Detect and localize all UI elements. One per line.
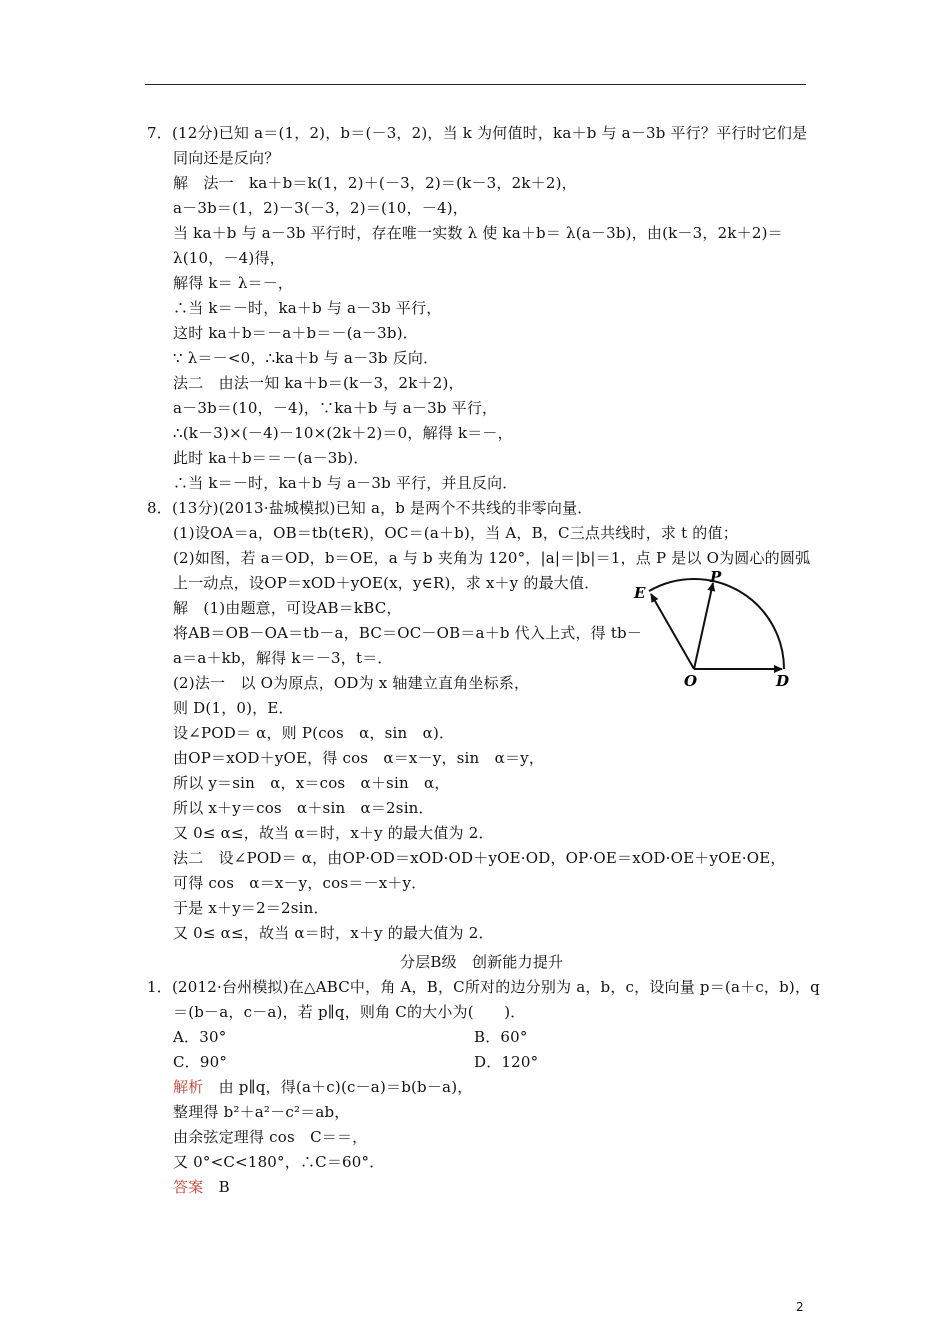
problem-b1-line: 1．(2012·台州模拟)在△ABC中，角 A，B，C所对的边分别为 a，b，c，设向量 p＝(a＋c，b)，q — [147, 978, 820, 996]
analysis-line: 整理得 b²＋a²－c²＝ab， — [173, 1103, 350, 1121]
problem-7-line: ∴(k－3)×(－4)－10×(2k＋2)＝0，解得 k＝－， — [173, 424, 513, 442]
label-o: O — [684, 672, 698, 690]
problem-b1-line: ＝(b－a，c－a)，若 p∥q，则角 C的大小为( )． — [173, 1003, 526, 1021]
problem-8-line: 又 0≤ α≤，故当 α＝时，x＋y 的最大值为 2． — [173, 924, 494, 942]
problem-7-line: ∴当 k＝－时，ka＋b 与 a－3b 平行， — [173, 299, 442, 317]
vector-oe — [651, 594, 694, 669]
problem-8-line: 设∠POD＝ α，则 P(cos α，sin α)． — [173, 724, 455, 742]
analysis-text: 由 p∥q，得(a＋c)(c－a)＝b(b－a)， — [203, 1078, 473, 1096]
problem-8-line: (1)设OA＝a，OB＝tb(t∈R)，OC＝(a＋b)，当 A，B，C三点共线时，求 t 的值； — [173, 524, 738, 542]
answer-value: B — [203, 1178, 230, 1196]
problem-8-line: 则 D(1，0)，E． — [173, 699, 294, 717]
problem-8-line: 法二 设∠POD＝ α，由OP·OD＝xOD·OD＋yOE·OD，OP·OE＝xOD·OE＋yOE·OE， — [173, 849, 786, 867]
option-b: B．60° — [474, 1028, 528, 1046]
answer-label: 答案 — [173, 1178, 204, 1196]
problem-8-line: (2)法一 以 O为原点，OD为 x 轴建立直角坐标系， — [173, 674, 530, 692]
problem-7-line: ∵ λ＝－<0，∴ka＋b 与 a－3b 反向． — [173, 349, 439, 367]
label-e: E — [634, 584, 646, 602]
problem-8-line: 解 (1)由题意，可设AB＝kBC， — [173, 599, 402, 617]
problem-7-line: 同向还是反向？ — [173, 149, 280, 167]
label-p: P — [710, 568, 722, 586]
problem-8-line: 又 0≤ α≤，故当 α＝时，x＋y 的最大值为 2． — [173, 824, 494, 842]
problem-7-line: 法二 由法一知 ka＋b＝(k－3，2k＋2)， — [173, 374, 464, 392]
analysis-line — [173, 1077, 472, 1097]
problem-8-line: 于是 x＋y＝2＝2sin． — [173, 899, 329, 917]
arc-vector-diagram — [626, 568, 798, 690]
vector-op — [694, 583, 713, 669]
problem-7-line: 解 法一 ka＋b＝k(1，2)＋(－3，2)＝(k－3，2k＋2)， — [173, 174, 577, 192]
problem-7-line: ∴当 k＝－时，ka＋b 与 a－3b 平行，并且反向． — [173, 474, 518, 492]
analysis-label: 解析 — [173, 1078, 204, 1096]
problem-8-line: 将AB＝OB－OA＝tb－a，BC＝OC－OB＝a＋b 代入上式，得 tb－ — [173, 624, 643, 642]
problem-7-line: λ(10，－4)得， — [173, 249, 285, 267]
label-d: D — [776, 672, 790, 690]
problem-8-line: 可得 cos α＝x－y，cos＝－x＋y． — [173, 874, 427, 892]
problem-7-line: a－3b＝(10，－4)，∵ka＋b 与 a－3b 平行， — [173, 399, 498, 417]
arc-vector-figure — [626, 568, 798, 690]
answer-line — [173, 1177, 230, 1197]
problem-8-line: 所以 y＝sin α，x＝cos α＋sin α， — [173, 774, 450, 792]
option-a: A．30° — [173, 1028, 227, 1046]
page-number: 2 — [796, 1300, 804, 1314]
option-d: D．120° — [474, 1053, 539, 1071]
section-title: 分层B级 创新能力提升 — [400, 953, 564, 971]
problem-7-line: a－3b＝(1，2)－3(－3，2)＝(10，－4)， — [173, 199, 468, 217]
analysis-line: 由余弦定理得 cos C＝＝， — [173, 1128, 368, 1146]
problem-7-line: 此时 ka＋b＝＝－(a－3b)． — [173, 449, 369, 467]
problem-8-line: (2)如图，若 a＝OD，b＝OE，a 与 b 夹角为 120°，|a|＝|b|＝1，点 P 是以 O为圆心的圆弧 — [173, 549, 811, 567]
problem-7-line: 7．(12分)已知 a＝(1，2)，b＝(－3，2)，当 k 为何值时，ka＋b 与 a－3b 平行？平行时它们是 — [147, 124, 808, 142]
problem-7-line: 这时 ka＋b＝－a＋b＝－(a－3b)． — [173, 324, 418, 342]
problem-8-line: 8．(13分)(2013·盐城模拟)已知 a，b 是两个不共线的非零向量． — [147, 499, 593, 517]
problem-8-line: a＝a＋kb，解得 k＝－3，t＝． — [173, 649, 393, 667]
problem-7-line: 解得 k＝ λ＝－， — [173, 274, 294, 292]
problem-8-line: 由OP＝xOD＋yOE，得 cos α＝x－y，sin α＝y， — [173, 749, 545, 767]
header-rule — [145, 84, 806, 85]
problem-8-line: 上一动点，设OP＝xOD＋yOE(x，y∈R)，求 x＋y 的最大值． — [173, 574, 600, 592]
option-c: C．90° — [173, 1053, 228, 1071]
problem-7-line: 当 ka＋b 与 a－3b 平行时，存在唯一实数 λ 使 ka＋b＝ λ(a－3b)，由(k－3，2k＋2)＝ — [173, 224, 783, 242]
analysis-line: 又 0°<C<180°，∴C＝60°． — [173, 1153, 385, 1171]
problem-8-line: 所以 x＋y＝cos α＋sin α＝2sin． — [173, 799, 434, 817]
